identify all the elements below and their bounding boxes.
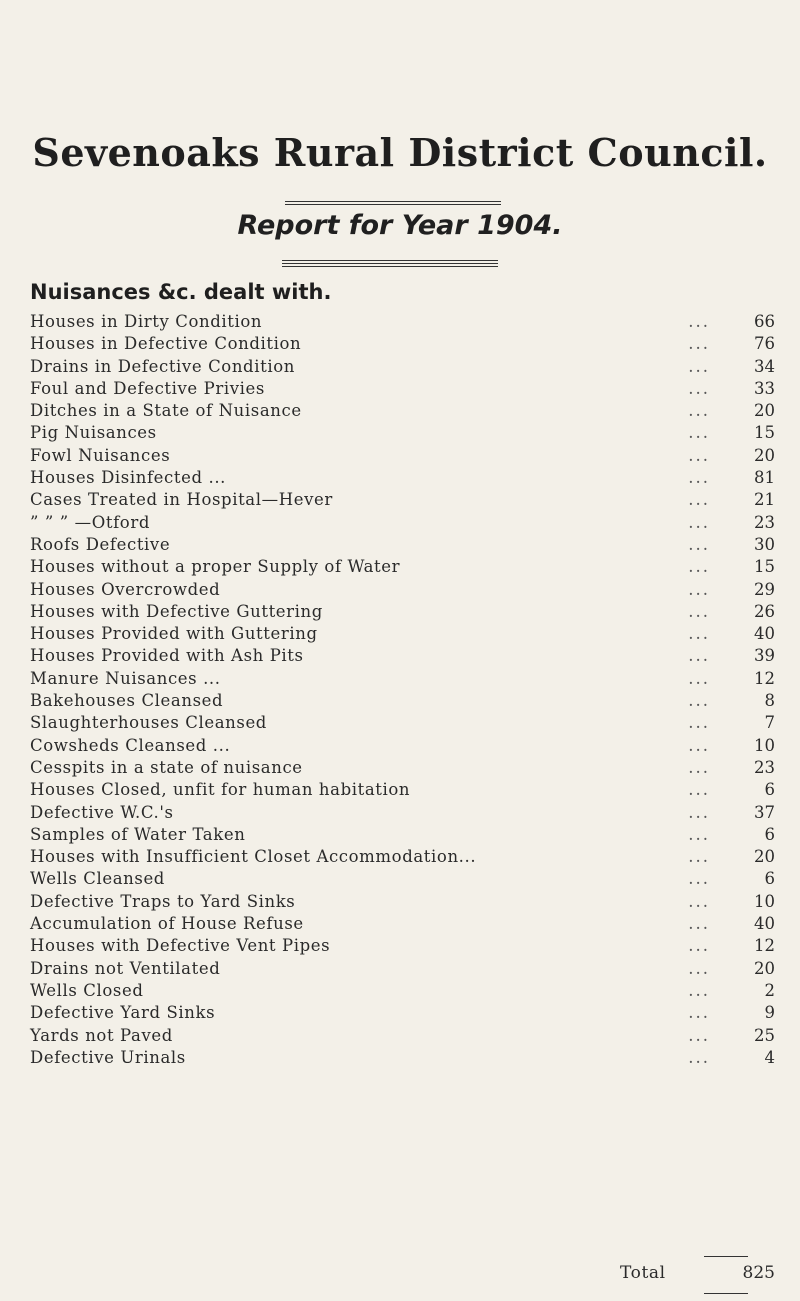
- nuisance-list: [30, 311, 775, 1069]
- item-value: 20: [754, 445, 775, 465]
- list-item: [30, 1025, 775, 1047]
- list-item: [30, 400, 775, 422]
- item-label: Houses with Defective Vent Pipes: [30, 936, 331, 956]
- item-label: Slaughterhouses Cleansed: [30, 713, 267, 733]
- list-item: [30, 757, 775, 779]
- dot-leader: ...: [688, 423, 710, 443]
- item-value: 9: [764, 1003, 775, 1023]
- item-label: Samples of Water Taken: [30, 824, 246, 844]
- list-item: [30, 891, 775, 913]
- dot-leader: ...: [688, 624, 710, 644]
- dot-leader: ...: [688, 646, 710, 666]
- item-value: 76: [754, 334, 775, 354]
- dot-leader: ...: [688, 691, 710, 711]
- item-label: Defective Traps to Yard Sinks: [30, 891, 296, 911]
- dot-leader: ...: [688, 936, 710, 956]
- item-label: Defective W.C.'s: [30, 802, 174, 822]
- list-item: [30, 356, 775, 378]
- dot-leader: ...: [688, 490, 710, 510]
- list-item: [30, 445, 775, 467]
- dot-leader: ...: [688, 312, 710, 331]
- item-label: Houses Overcrowded: [30, 579, 221, 599]
- total-rule: [704, 1256, 748, 1257]
- list-item: [30, 668, 775, 690]
- list-item: [30, 422, 775, 444]
- dot-leader: ...: [688, 512, 710, 532]
- list-item: [30, 601, 775, 623]
- item-label: Defective Yard Sinks: [30, 1003, 216, 1023]
- item-label: Houses Provided with Ash Pits: [30, 646, 304, 666]
- item-value: 33: [754, 378, 775, 398]
- item-label: Houses with Insufficient Closet Accommodation...: [30, 847, 477, 867]
- list-item: [30, 935, 775, 957]
- list-item: [30, 824, 775, 846]
- item-label: Yards not Paved: [30, 1025, 173, 1045]
- total-label: Total: [620, 1263, 666, 1283]
- item-label: Cesspits in a state of nuisance: [30, 757, 303, 777]
- item-value: 26: [754, 601, 775, 621]
- dot-leader: ...: [688, 445, 710, 465]
- item-label: Bakehouses Cleansed: [30, 691, 224, 711]
- item-value: 39: [754, 646, 775, 666]
- dot-leader: ...: [688, 668, 710, 688]
- list-item: [30, 579, 775, 601]
- item-value: 40: [754, 914, 775, 934]
- item-value: 12: [754, 936, 775, 956]
- item-value: 40: [754, 624, 775, 644]
- list-item: [30, 534, 775, 556]
- subtitle-rule: [282, 260, 498, 261]
- item-value: 34: [754, 356, 775, 376]
- item-value: 23: [754, 757, 775, 777]
- item-value: 6: [764, 780, 775, 800]
- item-label: Pig Nuisances: [30, 423, 157, 443]
- item-value: 15: [754, 557, 775, 577]
- dot-leader: ...: [688, 780, 710, 800]
- total-rule: [704, 1293, 748, 1294]
- list-item: [30, 735, 775, 757]
- dot-leader: ...: [688, 1025, 710, 1045]
- dot-leader: ...: [688, 1003, 710, 1023]
- item-value: 81: [754, 468, 775, 488]
- dot-leader: ...: [688, 356, 710, 376]
- list-item: [30, 311, 775, 333]
- list-item: [30, 378, 775, 400]
- item-label: Fowl Nuisances: [30, 445, 171, 465]
- dot-leader: ...: [688, 557, 710, 577]
- council-title: Sevenoaks Rural District Council.: [32, 130, 768, 175]
- item-label: Houses in Dirty Condition: [30, 312, 263, 331]
- item-value: 20: [754, 847, 775, 867]
- item-value: 37: [754, 802, 775, 822]
- item-value: 10: [754, 735, 775, 755]
- item-value: 7: [764, 713, 775, 733]
- item-label: Cases Treated in Hospital—Hever: [30, 490, 333, 510]
- dot-leader: ...: [688, 534, 710, 554]
- item-label: Manure Nuisances ...: [30, 668, 221, 688]
- dot-leader: ...: [688, 757, 710, 777]
- list-item: [30, 958, 775, 980]
- dot-leader: ...: [688, 579, 710, 599]
- dot-leader: ...: [688, 378, 710, 398]
- list-item: [30, 645, 775, 667]
- section-heading: Nuisances &c. dealt with.: [30, 280, 332, 304]
- item-label: Wells Closed: [30, 980, 144, 1000]
- total-value: 825: [742, 1263, 775, 1283]
- item-label: Houses with Defective Guttering: [30, 601, 323, 621]
- item-value: 4: [764, 1047, 775, 1067]
- list-item: [30, 1002, 775, 1024]
- item-value: 23: [754, 512, 775, 532]
- item-value: 20: [754, 958, 775, 978]
- item-value: 66: [754, 312, 775, 331]
- dot-leader: ...: [688, 401, 710, 421]
- dot-leader: ...: [688, 1047, 710, 1067]
- list-item: [30, 556, 775, 578]
- item-label: Roofs Defective: [30, 534, 171, 554]
- list-item: [30, 779, 775, 801]
- item-label: Houses Disinfected ...: [30, 468, 227, 488]
- item-value: 21: [754, 490, 775, 510]
- title-rule: [285, 204, 501, 205]
- item-value: 25: [754, 1025, 775, 1045]
- dot-leader: ...: [688, 802, 710, 822]
- item-value: 20: [754, 401, 775, 421]
- item-value: 6: [764, 869, 775, 889]
- title-rule: [285, 201, 501, 202]
- item-label: Houses without a proper Supply of Water: [30, 557, 401, 577]
- dot-leader: ...: [688, 869, 710, 889]
- list-item: [30, 868, 775, 890]
- item-label: Wells Cleansed: [30, 869, 165, 889]
- list-item: [30, 1047, 775, 1069]
- list-item: [30, 467, 775, 489]
- report-title: Report for Year 1904.: [237, 210, 563, 241]
- item-label: Cowsheds Cleansed ...: [30, 735, 231, 755]
- item-label: Ditches in a State of Nuisance: [30, 401, 302, 421]
- list-item: [30, 333, 775, 355]
- item-value: 6: [764, 824, 775, 844]
- item-label: Drains in Defective Condition: [30, 356, 295, 376]
- item-label: Accumulation of House Refuse: [30, 914, 304, 934]
- item-value: 12: [754, 668, 775, 688]
- dot-leader: ...: [688, 468, 710, 488]
- item-label: Foul and Defective Privies: [30, 378, 265, 398]
- dot-leader: ...: [688, 958, 710, 978]
- dot-leader: ...: [688, 891, 710, 911]
- dot-leader: ...: [688, 334, 710, 354]
- dot-leader: ...: [688, 847, 710, 867]
- item-value: 29: [754, 579, 775, 599]
- item-value: 8: [764, 691, 775, 711]
- item-label: Defective Urinals: [30, 1047, 186, 1067]
- list-item: [30, 623, 775, 645]
- dot-leader: ...: [688, 980, 710, 1000]
- subtitle-rule: [282, 266, 498, 267]
- item-label: Houses in Defective Condition: [30, 334, 302, 354]
- item-value: 10: [754, 891, 775, 911]
- dot-leader: ...: [688, 713, 710, 733]
- dot-leader: ...: [688, 914, 710, 934]
- item-label: Drains not Ventilated: [30, 958, 221, 978]
- item-value: 2: [764, 980, 775, 1000]
- list-item: [30, 846, 775, 868]
- list-item: [30, 712, 775, 734]
- subtitle-rule: [282, 263, 498, 264]
- item-value: 15: [754, 423, 775, 443]
- list-item: [30, 980, 775, 1002]
- list-item: [30, 913, 775, 935]
- list-item: [30, 512, 775, 534]
- dot-leader: ...: [688, 735, 710, 755]
- item-label: Houses Closed, unfit for human habitation: [30, 780, 411, 800]
- dot-leader: ...: [688, 824, 710, 844]
- dot-leader: ...: [688, 601, 710, 621]
- item-value: 30: [754, 534, 775, 554]
- item-label: ” ” ” —Otford: [30, 512, 150, 532]
- list-item: [30, 489, 775, 511]
- list-item: [30, 690, 775, 712]
- item-label: Houses Provided with Guttering: [30, 624, 318, 644]
- list-item: [30, 802, 775, 824]
